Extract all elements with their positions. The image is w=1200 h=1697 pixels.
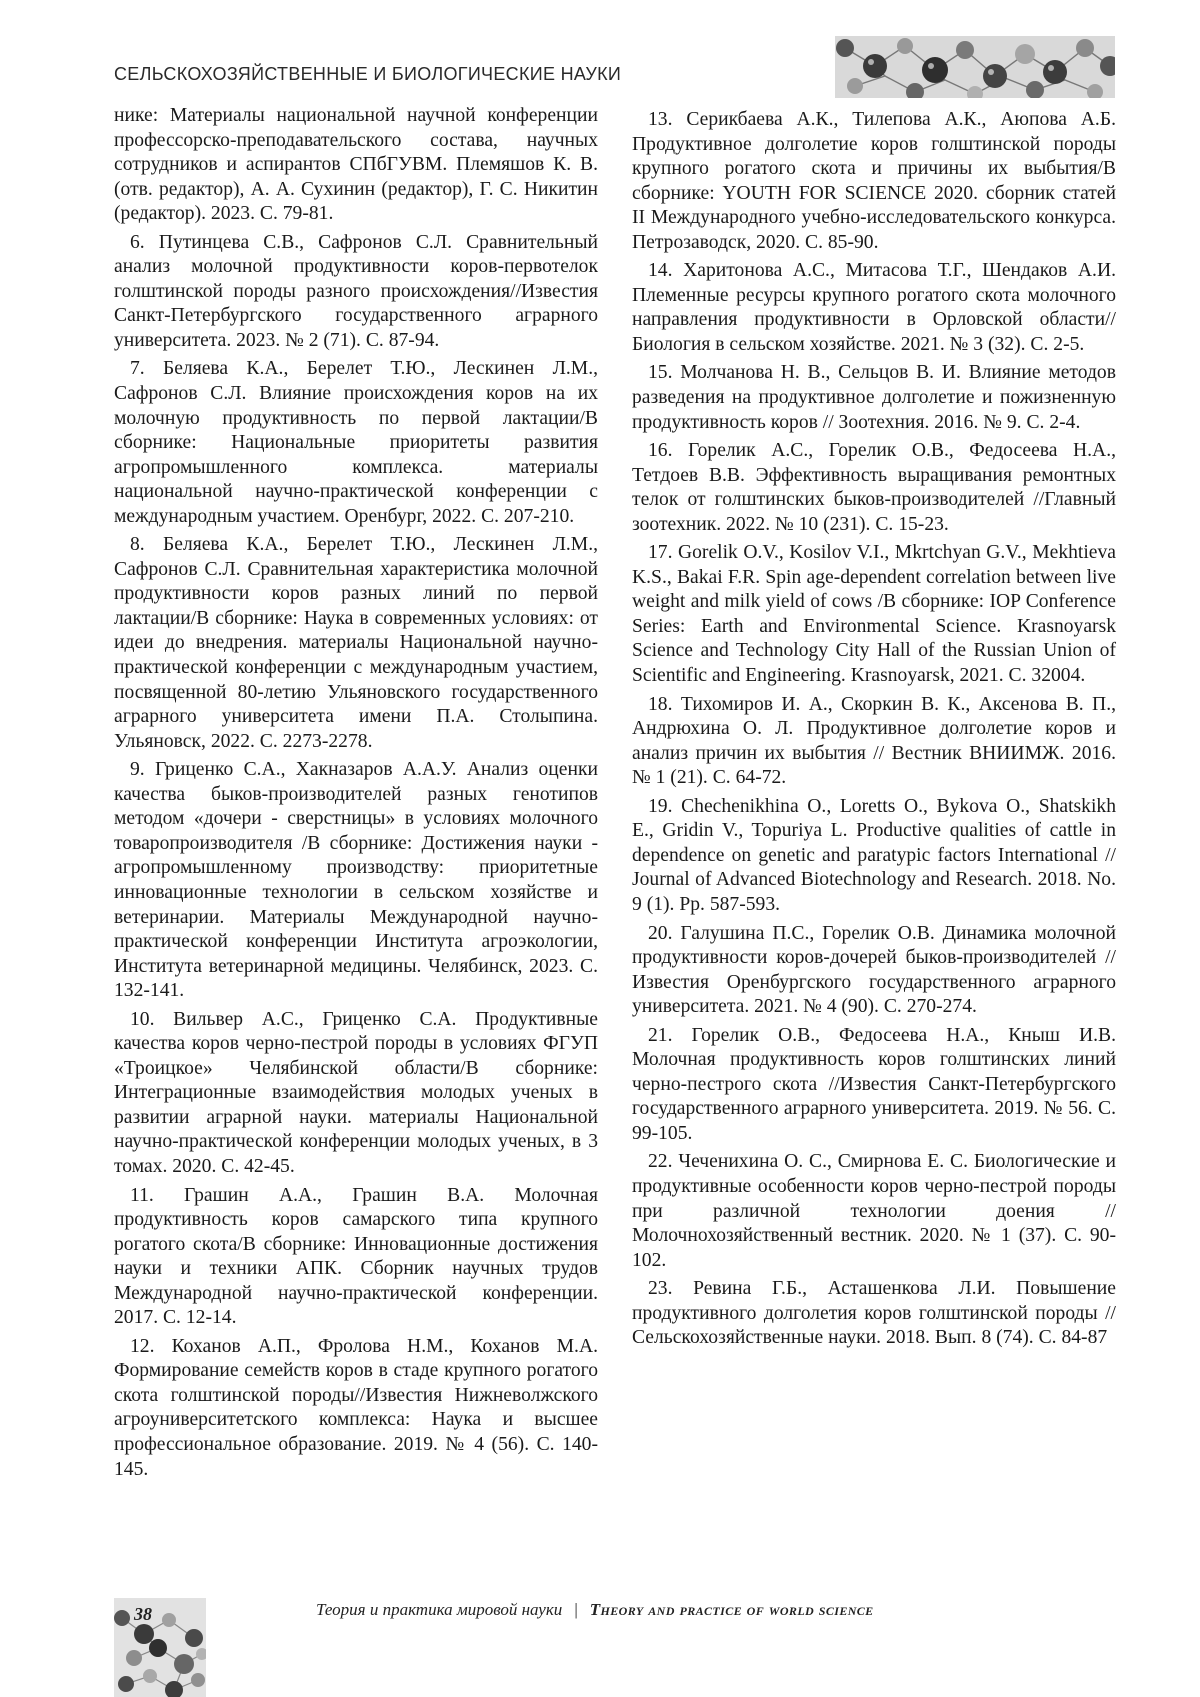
reference-entry: 18. Тихомиров И. А., Скоркин В. К., Аксенова В. П., Андрюхина О. Л. Продуктивное долголетие коров и анализ причин их выбытия // Вестник ВНИИМЖ. 2016. № 1 (21). С. 64-72.: [632, 693, 1116, 789]
reference-entry: 23. Ревина Г.Б., Асташенкова Л.И. Повышение продуктивного долголетия коров голштинской породы // Сельскохозяйственные науки. 2018. Вып. 8 (74). С. 84-87: [632, 1278, 1116, 1349]
molecule-decoration-header-icon: [835, 36, 1115, 98]
reference-entry: 13. Серикбаева А.К., Тилепова А.К., Аюпова А.Б. Продуктивное долголетие коров голштинской породы крупного рогатого скота и причины их выбытия/В сборнике: YOUTH FOR SCIENCE 2020. сборник статей II Международного учебно-исследовательского конкурса. Петрозаводск, 2020. С. 85-90.: [632, 109, 1116, 253]
references-left-column: [114, 104, 598, 1486]
reference-entry: 20. Галушина П.С., Горелик О.В. Динамика молочной продуктивности коров-дочерей быков-производителей //Известия Оренбургского государственного аграрного университета. 2021. № 4 (90). С. 270-274.: [632, 922, 1116, 1018]
reference-entry: 8. Беляева К.А., Берелет Т.Ю., Лескинен Л.М., Сафронов С.Л. Сравнительная характеристика молочной продуктивности коров разных линий по первой лактации/В сборнике: Наука в современных условиях: от идеи до внедрения. материалы Национальной научно-практической конференции с международным участием, посвященной 80-летию Ульяновского государственного аграрного университета имени П.А. Столыпина. Ульяновск, 2022. С. 2273-2278.: [114, 534, 598, 752]
references-right-column: [632, 108, 1116, 1355]
reference-entry: нике: Материалы национальной научной конференции профессорско-преподавательского состава, научных сотрудников и аспирантов СПбГУВМ. Племяшов К. В. (отв. редактор), А. А. Сухинин (редактор), Г. С. Никитин (редактор). 2023. С. 79-81.: [114, 105, 598, 225]
reference-entry: 10. Вильвер А.С., Гриценко С.А. Продуктивные качества коров черно-пестрой породы в условиях ФГУП «Троицкое» Челябинской области/В сборнике: Интеграционные взаимодействия молодых ученых в развитии аграрной науки. материалы Национальной научно-практической конференции молодых ученых, в 3 томах. 2020. С. 42-45.: [114, 1008, 598, 1177]
reference-entry: 22. Чеченихина О. С., Смирнова Е. С. Биологические и продуктивные особенности коров черно-пестрой породы при различной технологии доения // Молочнохозяйственный вестник. 2020. № 1 (37). С. 90-102.: [632, 1151, 1116, 1271]
reference-entry: 6. Путинцева С.В., Сафронов С.Л. Сравнительный анализ молочной продуктивности коров-первотелок голштинской породы разного происхождения//Известия Санкт-Петербургского государственного аграрного университета. 2023. № 2 (71). С. 87-94.: [114, 231, 598, 351]
reference-entry: 11. Грашин А.А., Грашин В.А. Молочная продуктивность коров самарского типа крупного рогатого скота/В сборнике: Инновационные достижения науки и техники АПК. Сборник научных трудов Международной научно-практической конференции. 2017. С. 12-14.: [114, 1184, 598, 1329]
reference-entry: 15. Молчанова Н. В., Сельцов В. И. Влияние методов разведения на продуктивное долголетие и пожизненную продуктивность коров // Зоотехния. 2016. № 9. С. 2-4.: [632, 362, 1116, 433]
reference-entry: 14. Харитонова А.С., Митасова Т.Г., Шендаков А.И. Племенные ресурсы крупного рогатого скота молочного направления продуктивности в Орловской области//Биология в сельском хозяйстве. 2021. № 3 (32). С. 2-5.: [632, 260, 1116, 355]
reference-entry: 21. Горелик О.В., Федосеева Н.А., Кныш И.В. Молочная продуктивность коров голштинских линий черно-пестрого скота //Известия Санкт-Петербургского государственного аграрного университета. 2019. № 56. С. 99-105.: [632, 1024, 1116, 1144]
reference-entry: 7. Беляева К.А., Берелет Т.Ю., Лескинен Л.М., Сафронов С.Л. Влияние происхождения коров на их молочную продуктивность по первой лактации/В сборнике: Национальные приоритеты развития агропромышленного комплекса. материалы национальной научно-практической конференции с международным участием. Оренбург, 2022. С. 207-210.: [114, 358, 598, 527]
journal-title-en: Theory and practice of world science: [589, 1600, 874, 1619]
reference-entry: 19. Chechenikhina O., Loretts O., Bykova O., Shatskikh E., Gridin V., Topuriya L. Productive qualities of cattle in dependence on genetic and paratypic factors International // Journal of Advanced Biotechnology and Research. 2018. No. 9 (1). Pp. 587-593.: [632, 795, 1116, 915]
reference-entry: 17. Gorelik O.V., Kosilov V.I., Mkrtchyan G.V., Mekhtieva K.S., Bakai F.R. Spin age-dependent correlation between live weight and milk yield of cows /В сборнике: IOP Conference Series: Earth and Environmental Science. Krasnoyarsk Science and Technology City Hall of the Russian Union of Scientific and Engineering. Krasnoyarsk, 2021. С. 32004.: [632, 542, 1116, 687]
reference-entry: 9. Гриценко С.А., Хакназаров А.А.У. Анализ оценки качества быков-производителей разных генотипов методом «дочери - сверстницы» в условиях молочного товаропроизводителя /В сборнике: Достижения науки - агропромышленному производству: приоритетные инновационные технологии в сельском хозяйстве и ветеринарии. Материалы Международной научно-практической конференции Института агроэкологии, Института ветеринарной медицины. Челябинск, 2023. С. 132-141.: [114, 759, 598, 1002]
section-title: СЕЛЬСКОХОЗЯЙСТВЕННЫЕ И БИОЛОГИЧЕСКИЕ НАУКИ: [114, 64, 622, 84]
reference-entry: 12. Коханов А.П., Фролова Н.М., Коханов М.А. Формирование семейств коров в стаде крупного рогатого скота голштинской породы//Известия Нижневолжского агроуниверситетского комплекса: Наука и высшее профессиональное образование. 2019. № 4 (56). С. 140-145.: [114, 1335, 598, 1480]
journal-footer: [316, 1600, 874, 1620]
molecule-decoration-footer-icon: [114, 1598, 206, 1697]
page-number: 38: [134, 1604, 152, 1624]
journal-title-ru: Теория и практика мировой науки: [316, 1600, 563, 1619]
reference-entry: 16. Горелик А.С., Горелик О.В., Федосеева Н.А., Тетдоев В.В. Эффективность выращивания ремонтных телок от голштинских быков-производителей //Главный зоотехник. 2022. № 10 (231). С. 15-23.: [632, 440, 1116, 535]
footer-separator: |: [574, 1600, 578, 1619]
